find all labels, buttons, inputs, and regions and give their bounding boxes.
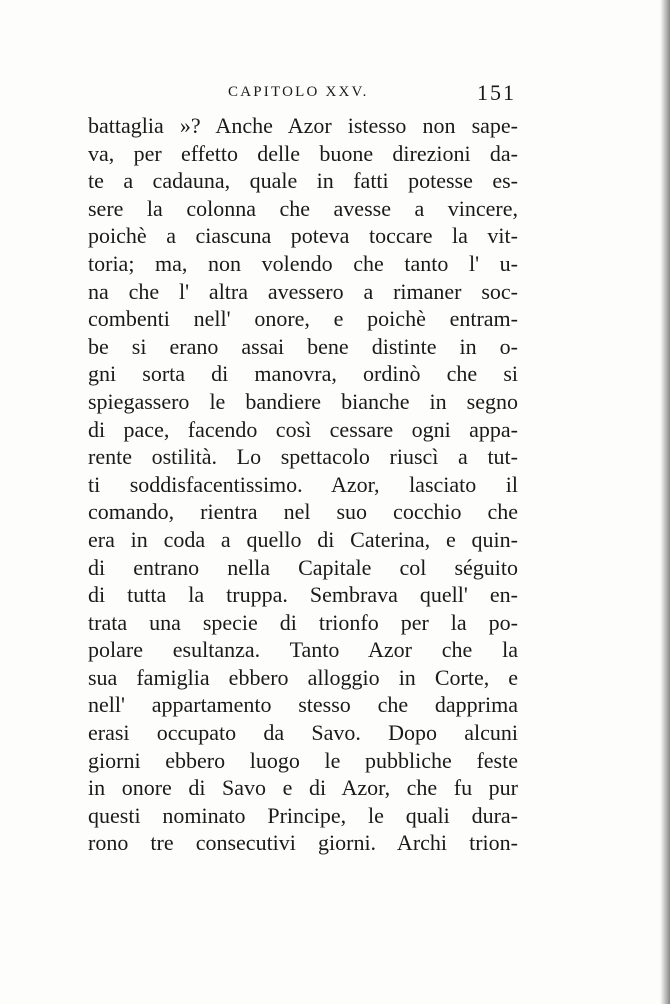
- text-line: rono tre consecutivi giorni. Archi trion-: [88, 830, 518, 856]
- text-line: gni sorta di manovra, ordinò che si: [88, 361, 518, 387]
- running-head: CAPITOLO XXV.: [228, 84, 369, 100]
- text-line: nell' appartamento stesso che dapprima: [88, 692, 518, 718]
- text-line: era in coda a quello di Caterina, e quin-: [88, 526, 518, 552]
- text-line: na che l' altra avessero a rimaner soc-: [88, 278, 518, 304]
- text-line: trata una specie di trionfo per la po-: [88, 609, 518, 635]
- text-line: di pace, facendo così cessare ogni appa-: [88, 416, 518, 442]
- body-text: [88, 112, 518, 857]
- text-line: polare esultanza. Tanto Azor che la: [88, 637, 518, 663]
- text-line: di tutta la truppa. Sembrava quell' en-: [88, 582, 518, 608]
- text-line: va, per effetto delle buone direzioni da-: [88, 140, 518, 166]
- text-line: giorni ebbero luogo le pubbliche feste: [88, 747, 518, 773]
- text-line: spiegassero le bandiere bianche in segno: [88, 388, 518, 414]
- text-line: poichè a ciascuna poteva toccare la vit-: [88, 223, 518, 249]
- page-header: [130, 82, 520, 108]
- text-line: questi nominato Principe, le quali dura-: [88, 802, 518, 828]
- text-line: be si erano assai bene distinte in o-: [88, 333, 518, 359]
- text-line: sere la colonna che avesse a vincere,: [88, 195, 518, 221]
- text-line: comando, rientra nel suo cocchio che: [88, 499, 518, 525]
- page-edge-shadow: [660, 0, 670, 1004]
- text-line: sua famiglia ebbero alloggio in Corte, e: [88, 664, 518, 690]
- text-line: te a cadauna, quale in fatti potesse es-: [88, 168, 518, 194]
- text-line: di entrano nella Capitale col séguito: [88, 554, 518, 580]
- text-line: erasi occupato da Savo. Dopo alcuni: [88, 720, 518, 746]
- text-line: ti soddisfacentissimo. Azor, lasciato il: [88, 471, 518, 497]
- text-line: in onore di Savo e di Azor, che fu pur: [88, 775, 518, 801]
- text-line: battaglia »? Anche Azor istesso non sape-: [88, 113, 518, 138]
- text-line: rente ostilità. Lo spettacolo riuscì a tut-: [88, 444, 518, 470]
- page-number: 151: [477, 80, 516, 105]
- text-line: combenti nell' onore, e poichè entram-: [88, 306, 518, 332]
- text-line: toria; ma, non volendo che tanto l' u-: [88, 250, 518, 276]
